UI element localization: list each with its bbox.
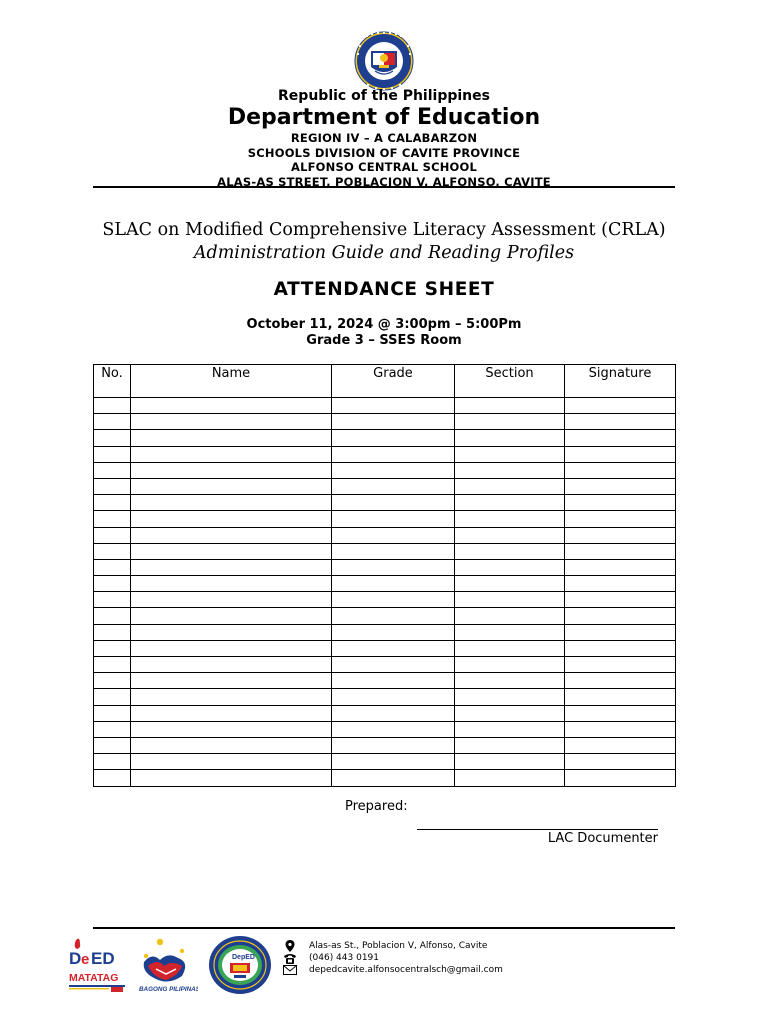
column-header-signature: Signature xyxy=(565,365,676,398)
column-header-grade: Grade xyxy=(332,365,455,398)
region-line: REGION IV – A CALABARZON xyxy=(290,131,478,145)
cell-no xyxy=(94,689,131,705)
cell-name xyxy=(131,689,332,705)
cell-signature xyxy=(565,673,676,689)
svg-text:MATATAG: MATATAG xyxy=(69,972,119,984)
cell-name xyxy=(131,559,332,575)
cell-grade xyxy=(332,414,455,430)
republic-heading: Republic of the Philippines xyxy=(278,88,490,104)
table-row xyxy=(94,624,676,640)
cell-signature xyxy=(565,592,676,608)
cell-name xyxy=(131,511,332,527)
table-row xyxy=(94,689,676,705)
cell-no xyxy=(94,673,131,689)
table-header-row xyxy=(94,365,676,398)
cell-no xyxy=(94,495,131,511)
cell-grade xyxy=(332,640,455,656)
cell-no xyxy=(94,511,131,527)
cell-grade xyxy=(332,592,455,608)
cell-signature xyxy=(565,414,676,430)
contact-info xyxy=(282,940,582,976)
school-line: ALFONSO CENTRAL SCHOOL xyxy=(290,160,478,174)
cell-no xyxy=(94,430,131,446)
cell-no xyxy=(94,705,131,721)
cell-grade xyxy=(332,446,455,462)
cell-no xyxy=(94,737,131,753)
cell-no xyxy=(94,721,131,737)
cell-grade xyxy=(332,462,455,478)
cell-section xyxy=(455,511,565,527)
cell-signature xyxy=(565,640,676,656)
cell-name xyxy=(131,624,332,640)
cell-no xyxy=(94,592,131,608)
cell-signature xyxy=(565,527,676,543)
signatory-role: LAC Documenter xyxy=(547,831,658,846)
cell-signature xyxy=(565,770,676,786)
telephone-icon xyxy=(282,952,298,964)
document-title: SLAC on Modified Comprehensive Literacy Assessment (CRLA) xyxy=(102,220,666,240)
table-row xyxy=(94,511,676,527)
cell-no xyxy=(94,478,131,494)
table-row xyxy=(94,754,676,770)
cell-name xyxy=(131,430,332,446)
table-row xyxy=(94,527,676,543)
cell-signature xyxy=(565,398,676,414)
cell-grade xyxy=(332,673,455,689)
table-row xyxy=(94,398,676,414)
cell-no xyxy=(94,446,131,462)
cell-name xyxy=(131,640,332,656)
cell-signature xyxy=(565,559,676,575)
cell-grade xyxy=(332,721,455,737)
cell-no xyxy=(94,527,131,543)
sheet-title: ATTENDANCE SHEET xyxy=(273,279,495,300)
contact-address: Alas-as St., Poblacion V, Alfonso, Cavite xyxy=(309,941,488,951)
contact-email: depedcavite.alfonsocentralsch@gmail.com xyxy=(309,965,503,975)
table-row xyxy=(94,737,676,753)
bagong-pilipinas-logo xyxy=(138,936,198,994)
cell-name xyxy=(131,495,332,511)
table-row xyxy=(94,462,676,478)
cell-section xyxy=(455,559,565,575)
cell-grade xyxy=(332,737,455,753)
cell-grade xyxy=(332,705,455,721)
cell-signature xyxy=(565,657,676,673)
deped-seal-icon xyxy=(351,31,417,91)
column-header-name: Name xyxy=(131,365,332,398)
cell-name xyxy=(131,673,332,689)
cell-grade xyxy=(332,511,455,527)
cell-name xyxy=(131,398,332,414)
svg-text:D: D xyxy=(69,949,82,968)
table-row xyxy=(94,495,676,511)
document-subtitle: Administration Guide and Reading Profiles xyxy=(193,243,575,263)
cell-grade xyxy=(332,398,455,414)
cell-section xyxy=(455,705,565,721)
cell-section xyxy=(455,414,565,430)
cell-no xyxy=(94,414,131,430)
cell-name xyxy=(131,543,332,559)
table-row xyxy=(94,721,676,737)
cell-grade xyxy=(332,495,455,511)
table-row xyxy=(94,414,676,430)
signature-line xyxy=(417,829,658,830)
cell-section xyxy=(455,689,565,705)
cell-grade xyxy=(332,689,455,705)
cell-no xyxy=(94,608,131,624)
cell-section xyxy=(455,754,565,770)
cell-signature xyxy=(565,689,676,705)
cell-name xyxy=(131,462,332,478)
contact-phone: (046) 443 0191 xyxy=(309,953,380,963)
attendance-table-body xyxy=(94,398,676,787)
cell-signature xyxy=(565,737,676,753)
table-row xyxy=(94,559,676,575)
svg-text:BAGONG PILIPINAS: BAGONG PILIPINAS xyxy=(139,986,198,993)
cell-grade xyxy=(332,478,455,494)
table-row xyxy=(94,543,676,559)
table-row xyxy=(94,592,676,608)
cell-no xyxy=(94,462,131,478)
contact-phone-row xyxy=(282,952,582,964)
cell-section xyxy=(455,527,565,543)
cell-grade xyxy=(332,754,455,770)
header-divider xyxy=(93,186,675,188)
cell-grade xyxy=(332,559,455,575)
cell-section xyxy=(455,478,565,494)
address-line: ALAS-AS STREET, POBLACION V, ALFONSO, CAVITE xyxy=(217,174,551,189)
cell-name xyxy=(131,414,332,430)
cell-no xyxy=(94,754,131,770)
table-row xyxy=(94,446,676,462)
event-info xyxy=(0,317,768,349)
cell-section xyxy=(455,608,565,624)
column-header-no: No. xyxy=(94,365,131,398)
cell-section xyxy=(455,657,565,673)
alfonso-central-school-seal xyxy=(208,935,272,995)
cell-section xyxy=(455,543,565,559)
table-row xyxy=(94,640,676,656)
cell-no xyxy=(94,543,131,559)
table-row xyxy=(94,705,676,721)
cell-section xyxy=(455,430,565,446)
table-row xyxy=(94,576,676,592)
cell-grade xyxy=(332,543,455,559)
column-header-section: Section xyxy=(455,365,565,398)
cell-section xyxy=(455,737,565,753)
table-row xyxy=(94,673,676,689)
cell-grade xyxy=(332,527,455,543)
svg-text:e: e xyxy=(81,951,90,968)
department-heading: Department of Education xyxy=(227,105,541,130)
event-grade-room: Grade 3 – SSES Room xyxy=(306,333,462,348)
cell-section xyxy=(455,398,565,414)
cell-grade xyxy=(332,770,455,786)
cell-signature xyxy=(565,478,676,494)
deped-matatag-logo xyxy=(68,938,128,994)
letterhead xyxy=(0,87,768,189)
cell-name xyxy=(131,737,332,753)
table-row xyxy=(94,770,676,786)
cell-name xyxy=(131,478,332,494)
contact-address-row xyxy=(282,940,582,952)
table-row xyxy=(94,430,676,446)
event-date-time: October 11, 2024 @ 3:00pm – 5:00Pm xyxy=(246,317,522,332)
cell-signature xyxy=(565,430,676,446)
location-pin-icon xyxy=(282,940,298,952)
cell-no xyxy=(94,640,131,656)
cell-no xyxy=(94,624,131,640)
cell-section xyxy=(455,592,565,608)
cell-signature xyxy=(565,511,676,527)
cell-no xyxy=(94,770,131,786)
cell-section xyxy=(455,640,565,656)
cell-no xyxy=(94,576,131,592)
cell-name xyxy=(131,608,332,624)
cell-signature xyxy=(565,495,676,511)
svg-text:DepED: DepED xyxy=(232,954,255,961)
cell-signature xyxy=(565,446,676,462)
cell-grade xyxy=(332,576,455,592)
table-row xyxy=(94,478,676,494)
document-title-block xyxy=(0,219,768,265)
envelope-icon xyxy=(282,964,298,976)
cell-name xyxy=(131,721,332,737)
cell-name xyxy=(131,770,332,786)
table-row xyxy=(94,657,676,673)
prepared-label: Prepared: xyxy=(345,799,408,814)
cell-name xyxy=(131,657,332,673)
cell-grade xyxy=(332,608,455,624)
cell-signature xyxy=(565,721,676,737)
attendance-table xyxy=(93,364,676,787)
cell-section xyxy=(455,624,565,640)
cell-name xyxy=(131,754,332,770)
cell-signature xyxy=(565,754,676,770)
cell-signature xyxy=(565,576,676,592)
cell-section xyxy=(455,495,565,511)
cell-signature xyxy=(565,543,676,559)
cell-name xyxy=(131,592,332,608)
contact-email-row xyxy=(282,964,582,976)
cell-section xyxy=(455,462,565,478)
cell-no xyxy=(94,398,131,414)
cell-grade xyxy=(332,624,455,640)
cell-no xyxy=(94,559,131,575)
cell-no xyxy=(94,657,131,673)
division-line: SCHOOLS DIVISION OF CAVITE PROVINCE xyxy=(247,145,521,160)
cell-name xyxy=(131,576,332,592)
footer-divider xyxy=(93,927,675,929)
svg-text:ED: ED xyxy=(91,949,115,968)
cell-section xyxy=(455,721,565,737)
cell-signature xyxy=(565,705,676,721)
cell-signature xyxy=(565,608,676,624)
cell-grade xyxy=(332,430,455,446)
cell-name xyxy=(131,446,332,462)
table-row xyxy=(94,608,676,624)
cell-grade xyxy=(332,657,455,673)
cell-signature xyxy=(565,462,676,478)
cell-section xyxy=(455,446,565,462)
cell-section xyxy=(455,673,565,689)
cell-name xyxy=(131,527,332,543)
cell-section xyxy=(455,576,565,592)
cell-section xyxy=(455,770,565,786)
cell-signature xyxy=(565,624,676,640)
cell-name xyxy=(131,705,332,721)
